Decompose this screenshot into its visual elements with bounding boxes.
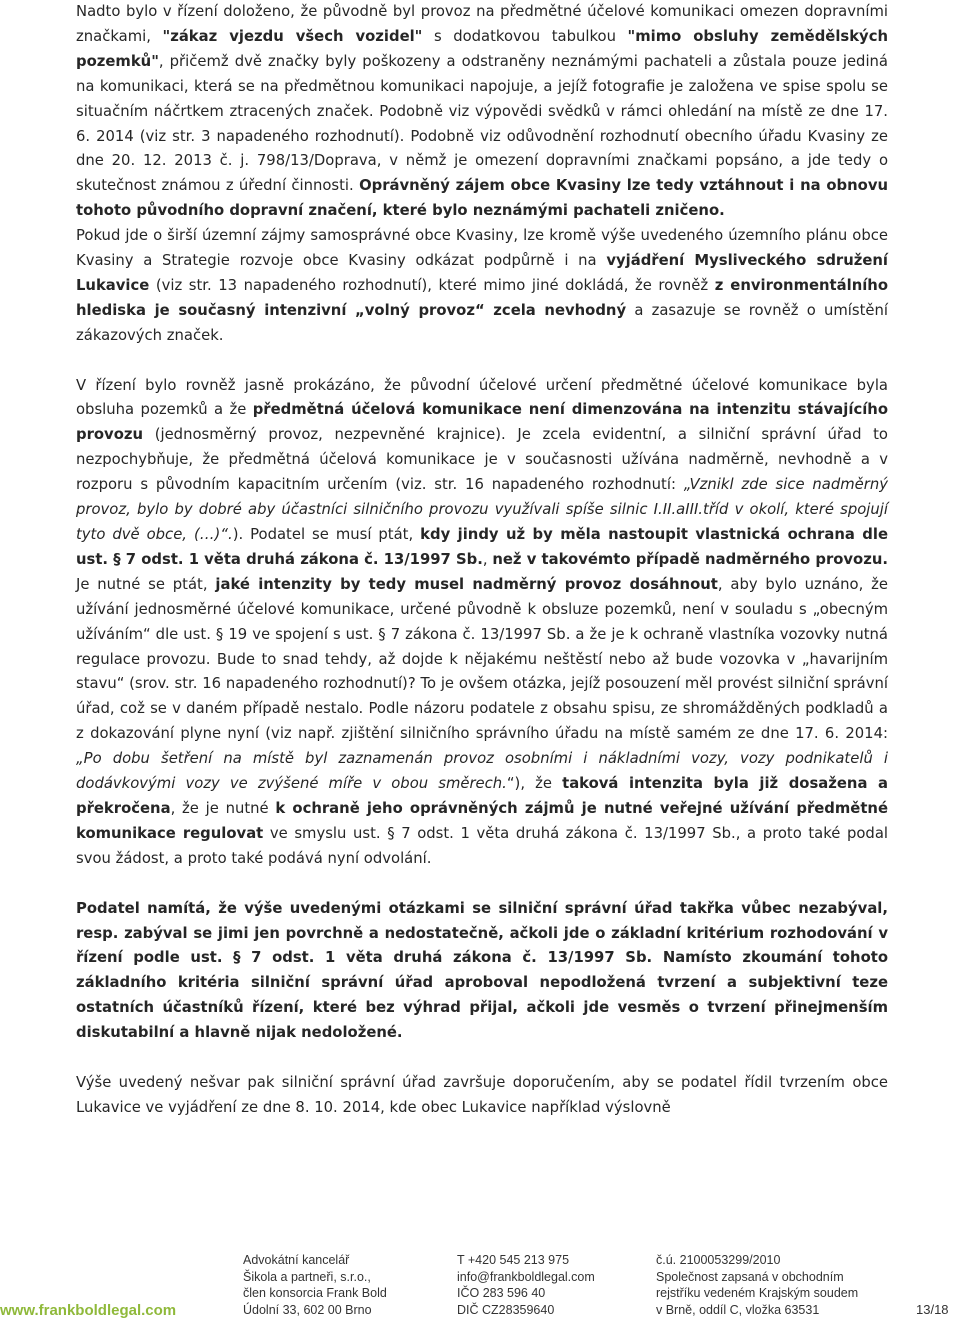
text-run: “), že	[506, 775, 563, 793]
footer-line: č.ú. 2100053299/2010	[656, 1253, 781, 1267]
footer-line[interactable]: info@frankboldlegal.com	[457, 1269, 595, 1284]
bold-text-run: než v takovémto případě nadměrného provozu.	[492, 550, 888, 568]
body-paragraph	[76, 224, 888, 349]
text-run: ve smyslu ust. § 7 odst. 1 věta druhá zákona č. 13/1997 Sb., a proto také podal svou žádost, a proto také podává nyní odvolání.	[76, 824, 888, 867]
page-number: 13/18	[916, 1302, 949, 1317]
bold-text-run: k ochraně jeho oprávněných zájmů je nutné veřejné užívání předmětné komunikace regulovat	[76, 799, 888, 842]
footer-line: Advokátní kancelář	[243, 1253, 350, 1267]
document-body	[76, 0, 888, 1121]
bold-text-run: "zákaz vjezdu všech vozidel"	[162, 27, 423, 45]
footer-line: v Brně, oddíl C, vložka 63531	[656, 1302, 820, 1317]
text-run: ,	[482, 550, 493, 568]
footer-registry-info	[656, 1252, 858, 1318]
footer-line: Společnost zapsaná v obchodním	[656, 1269, 844, 1284]
text-run: Výše uvedený nešvar pak silniční správní úřad završuje doporučením, aby se podatel řídil tvrzením obce Lukavice ve vyjádření ze dne 8. 10. 2014, kde obec Lukavice například výslovně	[76, 1073, 888, 1116]
text-run: a zasazuje se rovněž o umístění zákazových značek.	[76, 301, 889, 344]
page-footer	[0, 1252, 960, 1326]
body-paragraph	[76, 897, 888, 1046]
text-run: , přičemž dvě značky byly poškozeny a odstraněny neznámými pachateli a zůstala pouze jediná na komunikaci, která se na předmětnou komunikaci napojuje, a jejíž fotografie je založena ve spise spolu se situačním náčrtkem ztracených značek. Podobně viz výpovědi svědků v rámci ohledání na místě ze dne 17. 6. 2014 (viz str. 3 napadeného rozhodnutí). Podobně viz odůvodnění rozhodnutí obecního úřadu Kvasiny ze dne 20. 12. 2013 č. j. 798/13/Doprava, v němž je omezení dopravními značkami popsáno, a jde tedy o skutečnost známou z úřední činnosti.	[76, 52, 888, 195]
text-run: (viz str. 13 napadeného rozhodnutí), které mimo jiné dokládá, že rovněž	[149, 276, 715, 294]
text-run: s dodatkovou tabulkou	[422, 27, 628, 45]
bold-text-run: jaké intenzity by tedy musel nadměrný provoz dosáhnout	[215, 575, 718, 593]
body-paragraph	[76, 1071, 888, 1121]
bold-text-run: Oprávněný zájem obce Kvasiny lze tedy vztáhnout i na obnovu tohoto původního dopravní značení, které bylo neznámými pachateli zničeno.	[76, 177, 889, 220]
text-run: Pokud jde o širší územní zájmy samosprávné obce Kvasiny, lze kromě výše uvedeného územního plánu obce Kvasiny a Strategie rozvoje obce Kvasiny odkázat podpůrně i na	[76, 227, 888, 270]
text-run: V řízení bylo rovněž jasně prokázáno, že původní účelové určení předmětné účelové komunikace byla obsluha pozemků a že	[76, 376, 888, 419]
body-paragraph	[76, 0, 888, 224]
text-run: , aby bylo uznáno, že užívání jednosměrné účelové komunikace, určené původně k obsluze pozemků, není v souladu s „obecným užíváním“ dle ust. § 19 ve spojení s ust. § 7 zákona č. 13/1997 Sb. a že je k ochraně vlastníka vozovky nutná regulace provozu. Bude to snad tehdy, až dojde k nějakému neštěstí nebo až bude vozovka v „havarijním stavu“ (srov. str. 16 napadeného rozhodnutí)? To je ovšem otázka, jejíž posouzení měl provést silniční správní úřad, což se v daném případě nestalo. Podle názoru podatele z obsahu spisu, ze shromážděných podkladů a z dokazování plyne nyní (viz např. zjištění silničního správního úřadu na místě samém ze dne 17. 6. 2014:	[76, 575, 888, 743]
italic-quote-run: „Vznikl zde sice nadměrný provoz, bylo by dobré aby účastníci silničního provozu využívali spíše silnic I.II.aIII.tříd v okolí, které spojují tyto dvě obce, (…)“.	[76, 476, 889, 544]
footer-line: T +420 545 213 975	[457, 1253, 570, 1267]
text-run: Je nutné se ptát,	[76, 575, 216, 593]
footer-line: člen konsorcia Frank Bold	[243, 1286, 387, 1301]
footer-line: rejstříku vedeném Krajským soudem	[656, 1286, 859, 1301]
bold-text-run: z environmentálního hlediska je současný intenzivní „volný provoz“ zcela nevhodný	[76, 276, 888, 319]
footer-line: IČO 283 596 40	[457, 1286, 546, 1301]
footer-website[interactable]: www.frankboldlegal.com	[0, 1302, 177, 1319]
text-run: ). Podatel se musí ptát,	[232, 526, 421, 544]
bold-text-run: kdy jindy už by měla nastoupit vlastnická ochrana dle ust. § 7 odst. 1 věta druhá zákona č. 13/1997 Sb.	[76, 526, 888, 568]
footer-line: Údolní 33, 602 00 Brno	[243, 1302, 372, 1317]
text-run: Nadto bylo v řízení doloženo, že původně byl provoz na předmětné účelové komunikaci omezen dopravními značkami,	[76, 3, 888, 45]
bold-text-run: vyjádření Mysliveckého sdružení Lukavice	[76, 252, 889, 294]
footer-line: DIČ CZ28359640	[457, 1302, 555, 1317]
footer-firm-info	[243, 1252, 387, 1318]
text-run: , že je nutné	[170, 799, 276, 817]
text-run: (jednosměrný provoz, nezpevněné krajnice). Je zcela evidentní, a silniční správní úřad to nezpochybňuje, že předmětná účelová komunikace je v současnosti užívána nadměrně, nevhodně a v rozporu s původním kapacitním určením (viz. str. 16 napadeného rozhodnutí:	[76, 426, 888, 494]
bold-text-run: taková intenzita byla již dosažena a překročena	[76, 775, 888, 817]
bold-text-run: "mimo obsluhy zemědělských pozemků"	[76, 27, 889, 70]
bold-text-run: předmětná účelová komunikace není dimenzována na intenzitu stávajícího provozu	[76, 401, 888, 444]
bold-text-run: Podatel namítá, že výše uvedenými otázkami se silniční správní úřad takřka vůbec nezabýval, resp. zabýval se jimi jen povrchně a nedostatečně, ačkoli jde o základní kritérium rozhodování v řízení podle ust. § 7 odst. 1 věta druhá zákona č. 13/1997 Sb. Namísto zkoumání tohoto základního kritéria silniční správní úřad aproboval nepodložená tvrzení a subjektivní teze ostatních účastníků řízení, které bez výhrad přijal, ačkoli jde vesměs o tvrzení přinejmenším diskutabilní a hlavně nijak nedoložené.	[76, 899, 888, 1042]
footer-line: Šikola a partneři, s.r.o.,	[243, 1269, 371, 1284]
italic-quote-run: „Po dobu šetření na místě byl zaznamenán provoz osobními i nákladními vozy, vozy podnikatelů i dodávkovými vozy ve zvýšené míře v obou směrech.	[76, 750, 888, 793]
body-paragraph	[76, 374, 888, 872]
footer-contact-info	[457, 1252, 595, 1318]
